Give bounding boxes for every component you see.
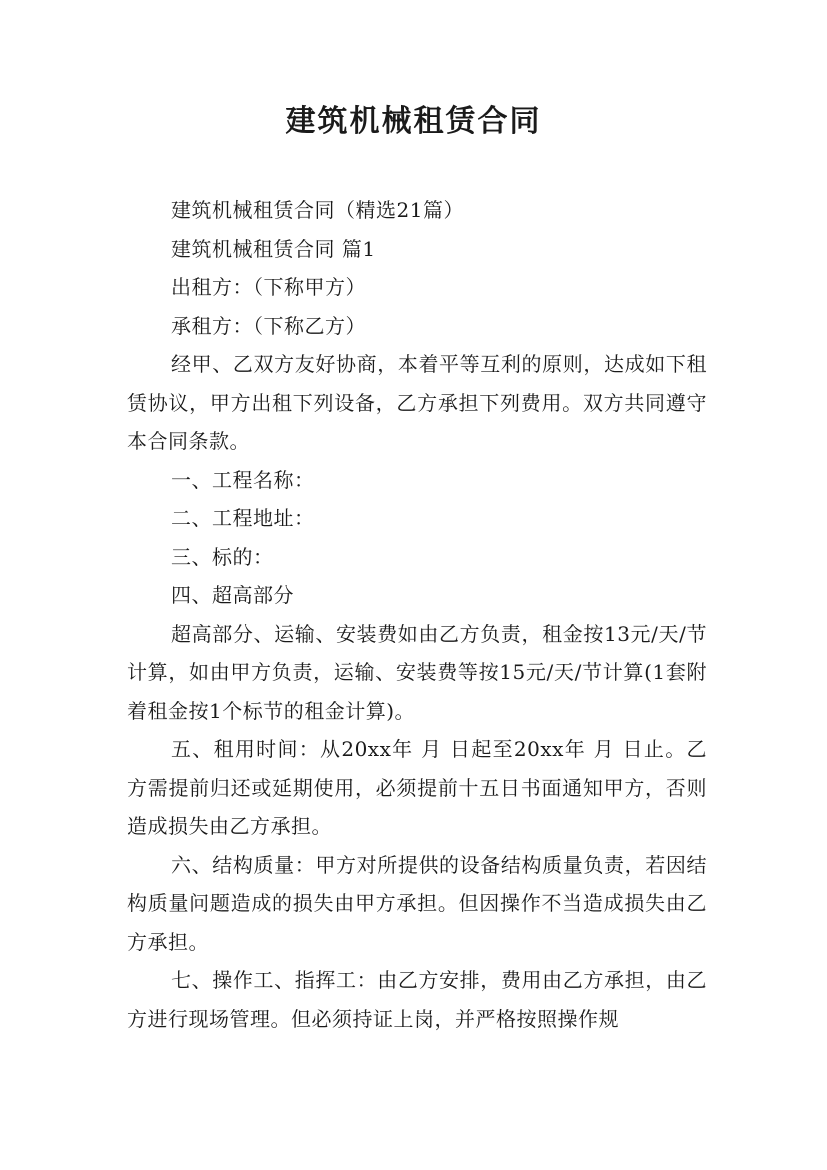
- clause-height-fees: 超高部分、运输、安装费如由乙方负责，租金按13元/天/节计算，如由甲方负责，运输、安装费等按15元/天/节计算(1套附着租金按1个标节的租金计算)。: [127, 621, 707, 723]
- clause-structure-quality: 六、结构质量：甲方对所提供的设备结构质量负责，若因结构质量问题造成的损失由甲方承担。但因操作不当造成损失由乙方承担。: [127, 852, 707, 954]
- clause-rental-period: 五、租用时间：从20xx年 月 日起至20xx年 月 日止。乙方需提前归还或延期使用，必须提前十五日书面通知甲方，否则造成损失由乙方承担。: [127, 737, 707, 838]
- clause-subject: 三、标的：: [171, 544, 274, 569]
- subtitle-paragraph: 建筑机械租赁合同（精选21篇）: [171, 198, 464, 222]
- clause-height-section: 四、超高部分: [171, 583, 294, 607]
- lessee-line: 承租方：（下称乙方）: [171, 313, 366, 338]
- preamble-paragraph: 经甲、乙双方友好协商，本着平等互利的原则，达成如下租赁协议，甲方出租下列设备，乙方承担下列费用。双方共同遵守本合同条款。: [127, 352, 707, 453]
- clause-project-address: 二、工程地址：: [171, 506, 315, 530]
- clause-project-name: 一、工程名称：: [171, 467, 315, 492]
- document-title: 建筑机械租赁合同: [285, 104, 542, 139]
- section-heading: 建筑机械租赁合同 篇1: [171, 236, 376, 261]
- clause-operators: 七、操作工、指挥工：由乙方安排，费用由乙方承担，由乙方进行现场管理。但必须持证上岗，并严格按照操作规: [127, 968, 707, 1031]
- lessor-line: 出租方：（下称甲方）: [171, 275, 366, 299]
- document-body: [127, 191, 707, 1038]
